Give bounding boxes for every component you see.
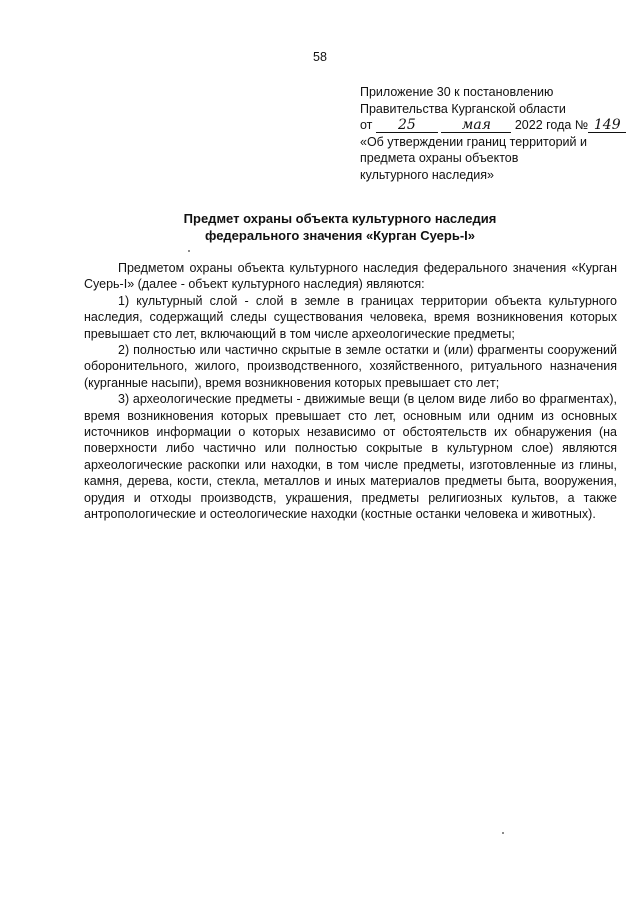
number-sign: № xyxy=(574,118,589,132)
appendix-line-5: предмета охраны объектов xyxy=(360,151,519,165)
handwritten-month: мая xyxy=(441,119,511,133)
title-line-1: Предмет охраны объекта культурного наследия xyxy=(183,211,497,226)
appendix-line-6: культурного наследия» xyxy=(360,167,494,182)
appendix-line-1: Приложение 30 к постановлению xyxy=(360,85,554,99)
intro-paragraph: Предметом охраны объекта культурного наследия федерального значения «Курган Суерь-I» (далее - объект культурного наследия) являются: xyxy=(84,261,617,292)
date-year: 2022 года xyxy=(514,118,572,132)
scan-speck xyxy=(502,832,504,834)
document-body xyxy=(84,260,617,523)
appendix-line-4: «Об утверждении границ территорий и xyxy=(360,134,587,149)
appendix-line-2: Правительства Курганской области xyxy=(360,101,566,116)
handwritten-day: 25 xyxy=(376,119,438,133)
date-prefix: от xyxy=(360,118,373,132)
item-1-paragraph: 1) культурный слой - слой в земле в границах территории объекта культурного наследия, содержащий следы существования человека, время возникновения которых превышает сто лет, включающий в том числе археологические предметы; xyxy=(84,293,617,341)
document-title xyxy=(90,210,590,244)
item-3-paragraph: 3) археологические предметы - движимые вещи (в целом виде либо во фрагментах), время возникновения которых превышает сто лет, основным или одним из основных источников информации о которых независимо от обстоятельств их обнаружения (на поверхности либо частично или полностью сокрытые в культурном слое) являются археологические раскопки или находки, в том числе предметы, изготовленные из глины, камня, дерева, кости, стекла, металлов и иных материалов предметы быта, вооружения, орудия и отходы производств, украшения, предметы религиозных культов, а также антропологические и остеологические находки (костные останки человека и животных). xyxy=(84,392,617,522)
scan-speck xyxy=(188,250,190,252)
appendix-block xyxy=(360,84,630,183)
title-line-2: федерального значения «Курган Суерь-I» xyxy=(204,228,476,243)
item-2-paragraph: 2) полностью или частично скрытые в земле остатки и (или) фрагменты сооружений оборонительного, жилого, производственного, хозяйственного, ритуального назначения (курганные насыпи), время возникновения которых превышает сто лет; xyxy=(84,343,617,390)
page-number: 58 xyxy=(313,50,327,64)
appendix-date-line xyxy=(360,117,630,134)
handwritten-number: 149 xyxy=(588,119,626,133)
